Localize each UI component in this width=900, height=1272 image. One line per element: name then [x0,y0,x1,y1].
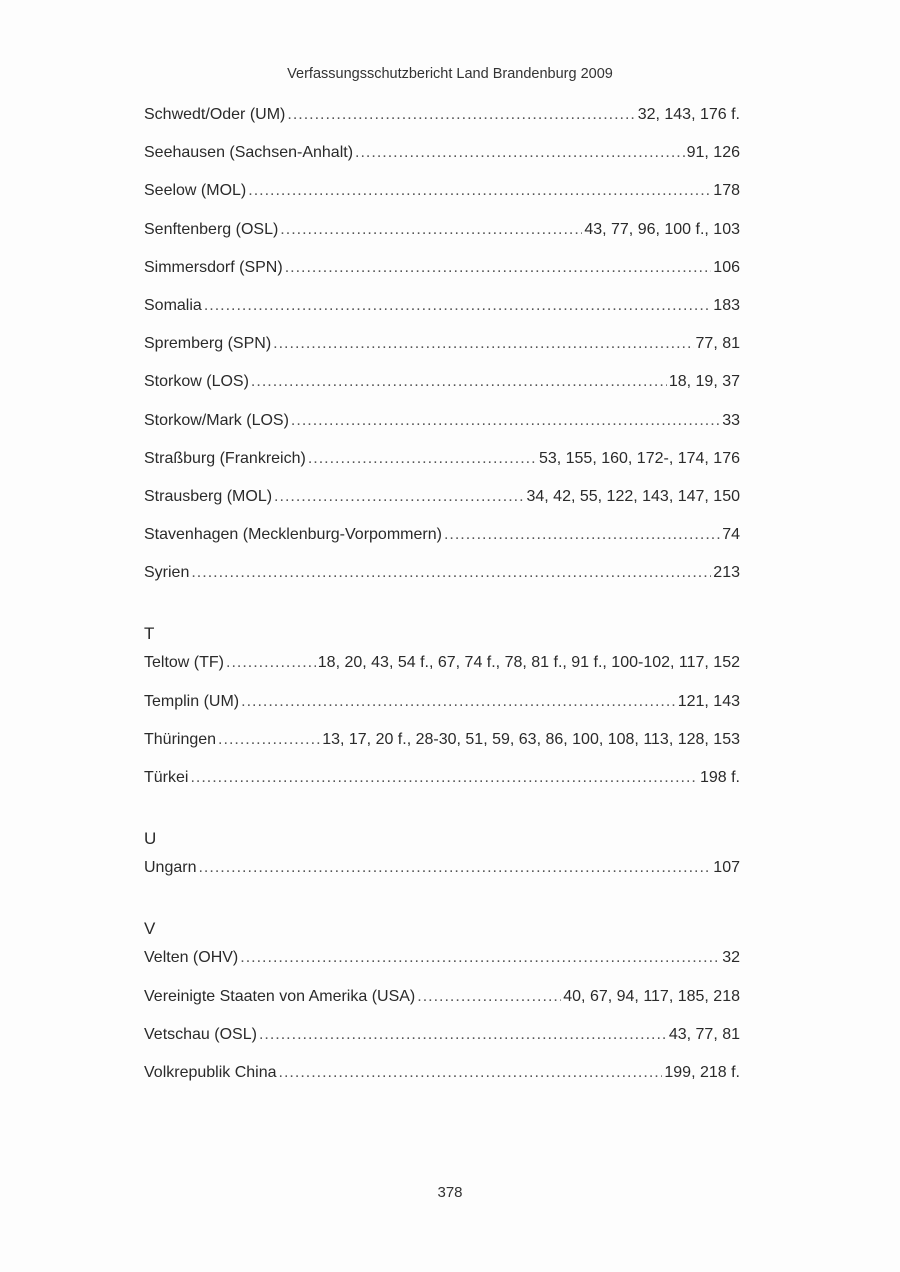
entry-term: Simmersdorf (SPN) [144,258,283,276]
dot-leader [279,1064,663,1082]
running-header: Verfassungsschutzbericht Land Brandenburg 2009 [287,66,613,82]
index-entry [144,988,740,1026]
entry-pages: 33 [722,411,740,429]
entry-pages: 77, 81 [695,335,740,353]
entry-term: Stavenhagen (Mecklenburg-Vorpommern) [144,526,442,544]
entry-pages: 178 [713,182,740,200]
index-entry [144,297,740,335]
index-entry [144,769,740,807]
entry-term: Storkow/Mark (LOS) [144,411,289,429]
entry-pages: 199, 218 f. [664,1063,740,1081]
dot-leader [280,221,582,239]
entry-term: Syrien [144,564,190,582]
entry-term: Senftenberg (OSL) [144,220,279,238]
entry-term: Templin (UM) [144,692,240,710]
index-entry [144,731,740,769]
entry-pages: 198 f. [699,769,740,786]
entry-pages: 183 [713,296,740,314]
index-entry [144,949,740,987]
entry-term: Seehausen (Sachsen-Anhalt) [144,144,354,162]
dot-leader [273,335,693,353]
section-letter-u: U [144,829,157,849]
dot-leader [190,769,698,787]
dot-leader [198,859,711,877]
entry-term: Volkrepublik China [144,1063,277,1081]
dot-leader [191,564,711,582]
index-entry [144,106,740,144]
entry-pages: 53, 155, 160, 172-, 174, 176 [538,449,740,467]
entry-pages: 91, 126 [686,144,740,162]
dot-leader [259,1026,667,1044]
entry-pages: 43, 77, 81 [668,1025,740,1043]
entry-term: Storkow (LOS) [144,373,249,391]
dot-leader [308,450,537,468]
entry-pages: 74 [722,526,740,544]
dot-leader [218,731,320,749]
entry-pages: 34, 42, 55, 122, 143, 147, 150 [526,487,740,505]
entry-pages: 106 [713,258,740,276]
index-entry [144,1026,740,1064]
index-entry [144,859,740,897]
entry-term: Thüringen [144,730,217,748]
index-entry [144,144,740,182]
dot-leader [204,297,711,315]
entry-term: Spremberg (SPN) [144,335,272,353]
dot-leader [251,373,667,391]
entry-pages: 40, 67, 94, 117, 185, 218 [563,987,740,1005]
entry-term: Ungarn [144,859,197,877]
index-entry [144,221,740,259]
dot-leader [291,412,720,430]
index-entry [144,693,740,731]
index-list [144,106,740,1102]
entry-term: Seelow (MOL) [144,182,247,200]
entry-pages: 107 [713,859,740,877]
index-entry [144,182,740,220]
entry-term: Velten (OHV) [144,949,239,967]
dot-leader [241,693,676,711]
entry-pages: 121, 143 [677,692,740,710]
dot-leader [285,259,712,277]
index-entry [144,526,740,564]
page-number: 378 [437,1184,463,1201]
dot-leader [240,949,720,967]
index-entry [144,335,740,373]
entry-term: Türkei [144,769,189,786]
entry-pages: 32 [722,949,740,967]
entry-term: Vereinigte Staaten von Amerika (USA) [144,987,416,1005]
index-entry [144,259,740,297]
section-letter-t: T [144,624,155,644]
entry-term: Somalia [144,296,202,314]
entry-pages: 32, 143, 176 f. [637,106,740,123]
dot-leader [274,488,524,506]
index-entry [144,654,740,692]
entry-term: Strausberg (MOL) [144,487,273,505]
dot-leader [248,182,711,200]
index-entry [144,373,740,411]
entry-term: Vetschau (OSL) [144,1025,257,1043]
entry-term: Schwedt/Oder (UM) [144,106,286,123]
entry-pages: 18, 20, 43, 54 f., 67, 74 f., 78, 81 f., 91 f., 100-102, 117, 152 [317,654,740,672]
index-entry [144,412,740,450]
index-entry [144,1064,740,1102]
dot-leader [444,526,720,544]
section-letter-v: V [144,919,156,939]
dot-leader [226,654,316,672]
index-entry [144,488,740,526]
entry-pages: 213 [713,564,740,582]
dot-leader [355,144,685,162]
entry-term: Straßburg (Frankreich) [144,449,306,467]
entry-pages: 18, 19, 37 [668,373,740,391]
entry-pages: 13, 17, 20 f., 28-30, 51, 59, 63, 86, 100, 108, 113, 128, 153 [322,730,740,748]
index-entry [144,450,740,488]
entry-term: Teltow (TF) [144,654,224,672]
entry-pages: 43, 77, 96, 100 f., 103 [584,220,740,238]
dot-leader [287,106,635,124]
index-entry [144,564,740,602]
dot-leader [417,988,561,1006]
